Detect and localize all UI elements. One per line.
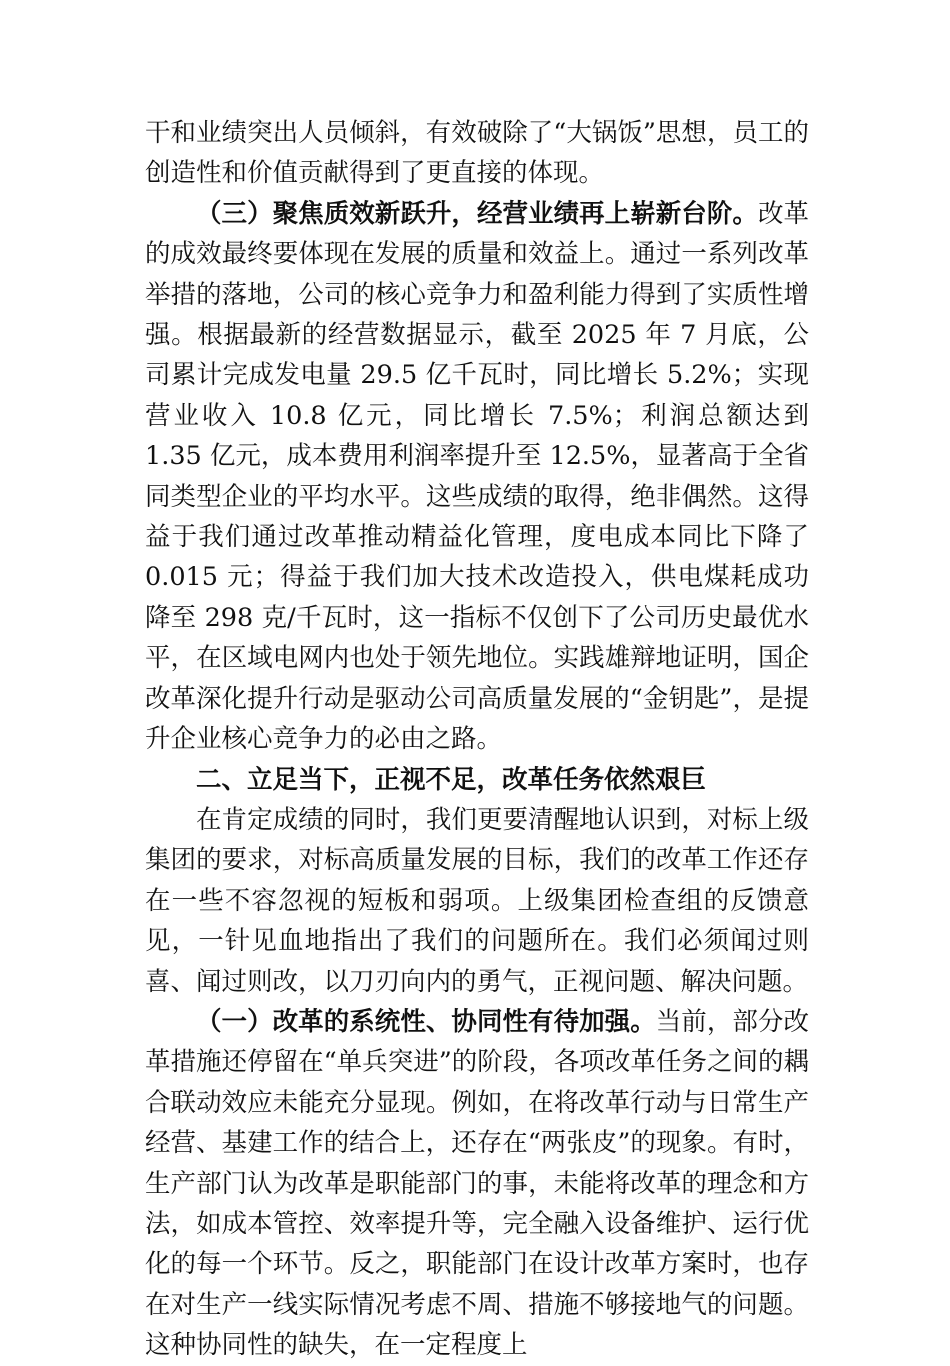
- document-body: [145, 113, 809, 1366]
- paragraph-intro: 在肯定成绩的同时，我们更要清醒地认识到，对标上级集团的要求，对标高质量发展的目标，我们的改革工作还存在一些不容忽视的短板和弱项。上级集团检查组的反馈意见，一针见血地指出了我们的问题所在。我们必须闻过则喜、闻过则改，以刀刃向内的勇气，正视问题、解决问题。: [145, 804, 809, 997]
- section-1-body: 当前，部分改革措施还停留在“单兵突进”的阶段，各项改革任务之间的耦合联动效应未能充分显现。例如，在将改革行动与日常生产经营、基建工作的结合上，还存在“两张皮”的现象。有时，生产部门认为改革是职能部门的事，未能将改革的理念和方法，如成本管控、效率提升等，完全融入设备维护、运行优化的每一个环节。反之，职能部门在设计改革方案时，也存在对生产一线实际情况考虑不周、措施不够接地气的问题。这种协同性的缺失，在一定程度上: [145, 1006, 809, 1361]
- heading-section-2: 二、立足当下，正视不足，改革任务依然艰巨: [196, 764, 707, 795]
- section-3-lead: （三）聚焦质效新跃升，经营业绩再上崭新台阶。: [196, 198, 758, 229]
- paragraph-continued: 干和业绩突出人员倾斜，有效破除了“大锅饭”思想，员工的创造性和价值贡献得到了更直接的体现。: [145, 118, 809, 189]
- section-1-lead: （一）改革的系统性、协同性有待加强。: [196, 1006, 656, 1037]
- section-3-body: 改革的成效最终要体现在发展的质量和效益上。通过一系列改革举措的落地，公司的核心竞争力和盈利能力得到了实质性增强。根据最新的经营数据显示，截至 2025 年 7 月底，公司累计完成发电量 29.5 亿千瓦时，同比增长 5.2%；实现营业收入 10.8 亿元，同比增长 7.5%；利润总额达到 1.35 亿元，成本费用利润率提升至 12.5%，显著高于全省同类型企业的平均水平。这些成绩的取得，绝非偶然。这得益于我们通过改革推动精益化管理，度电成本同比下降了 0.015 元；得益于我们加大技术改造投入，供电煤耗成功降至 298 克/千瓦时，这一指标不仅创下了公司历史最优水平，在区域电网内也处于领先地位。实践雄辩地证明，国企改革深化提升行动是驱动公司高质量发展的“金钥匙”，是提升企业核心竞争力的必由之路。: [145, 198, 809, 755]
- paragraph-section-3: [145, 194, 809, 760]
- paragraph-section-1: [145, 1002, 809, 1366]
